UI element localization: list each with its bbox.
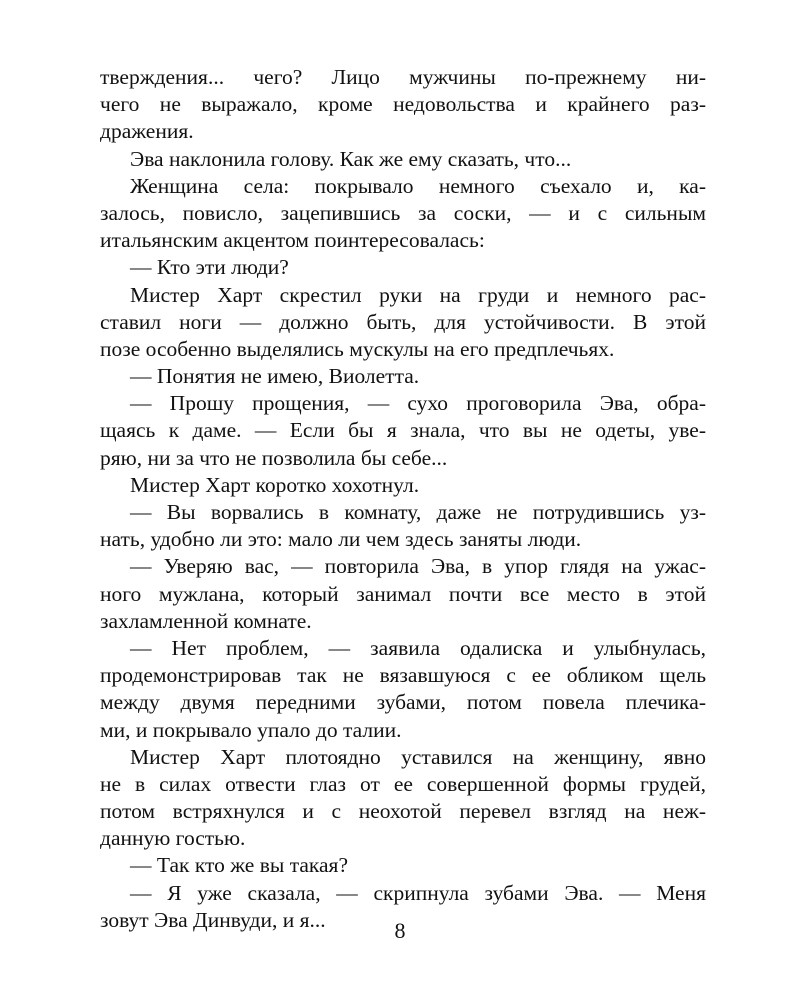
text-line: продемонстрировав так не вязавшуюся с ее обликом щель [100, 663, 706, 688]
text-line: — Я уже сказала, — скрипнула зубами Эва. — Меня [130, 880, 706, 905]
text-line: Эва наклонила голову. Как же ему сказать, что... [130, 146, 572, 171]
text-line: тверждения... чего? Лицо мужчины по-прежнему ни- [100, 65, 706, 89]
text-line: не в силах отвести глаз от ее совершенной формы грудей, [100, 771, 706, 796]
text-line: данную гостью. [100, 826, 246, 851]
text-line: — Так кто же вы такая? [130, 853, 348, 878]
text-line: щаясь к даме. — Если бы я знала, что вы не одеты, уве- [100, 418, 706, 443]
text-line: захламленной комнате. [100, 608, 312, 633]
page-number: 8 [394, 918, 406, 943]
text-line: залось, повисло, зацепившись за соски, — и с сильным [100, 200, 706, 225]
text-line: — Вы ворвались в комнату, даже не потрудившись уз- [130, 500, 706, 524]
text-line: нать, удобно ли это: мало ли чем здесь заняты люди. [100, 527, 582, 552]
text-line: чего не выражало, кроме недовольства и крайнего раз- [100, 92, 706, 117]
text-line: позе особенно выделялись мускулы на его предплечьях. [100, 336, 615, 361]
text-line: Мистер Харт скрестил руки на груди и немного рас- [130, 282, 706, 307]
text-line: ми, и покрывало упало до талии. [100, 717, 402, 742]
text-line: Мистер Харт коротко хохотнул. [130, 472, 420, 497]
text-line: — Кто эти люди? [130, 255, 289, 280]
text-line: Женщина села: покрывало немного съехало и, ка- [130, 173, 706, 198]
text-line: — Прошу прощения, — сухо проговорила Эва, обра- [130, 391, 706, 416]
text-line: зовут Эва Динвуди, и я... [100, 907, 326, 932]
text-line: дражения. [100, 119, 194, 144]
text-line: — Понятия не имею, Виолетта. [130, 364, 420, 389]
text-line: ставил ноги — должно быть, для устойчивости. В этой [100, 309, 706, 334]
text-line: Мистер Харт плотоядно уставился на женщину, явно [130, 744, 706, 769]
page-body-text [100, 64, 706, 934]
text-line: потом встряхнулся и с неохотой перевел взгляд на неж- [100, 799, 706, 824]
text-line: ного мужлана, который занимал почти все место в этой [100, 581, 706, 606]
text-line: между двумя передними зубами, потом повела плечика- [100, 690, 706, 715]
text-line: — Нет проблем, — заявила одалиска и улыбнулась, [130, 635, 706, 660]
text-line: ряю, ни за что не позволила бы себе... [100, 445, 448, 470]
text-line: итальянским акцентом поинтересовалась: [100, 228, 485, 253]
text-line: — Уверяю вас, — повторила Эва, в упор глядя на ужас- [130, 554, 706, 579]
